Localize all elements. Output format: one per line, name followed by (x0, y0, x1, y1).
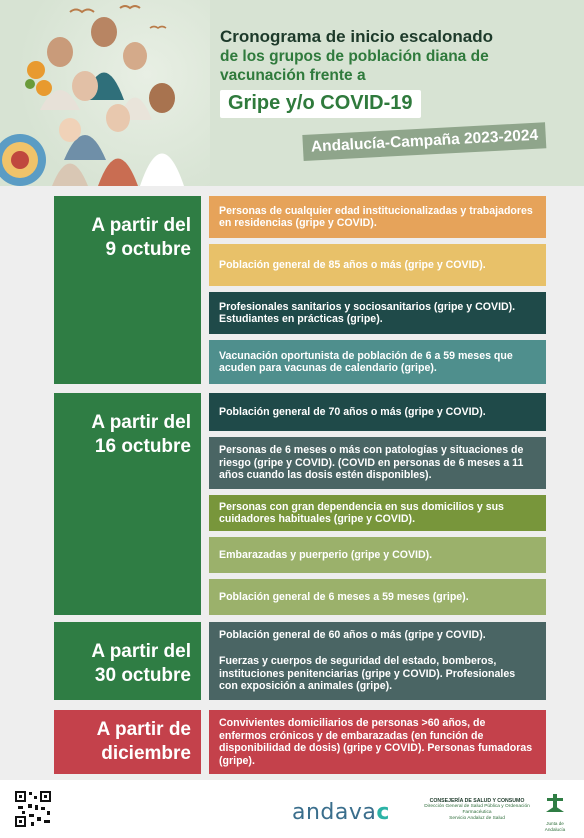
date-line1: A partir del (91, 641, 191, 662)
header-photo (0, 0, 210, 186)
list-item: Personas con gran dependencia en sus domicilios y sus cuidadores habituales (gripe y COVID). (209, 495, 546, 531)
junta-emblem-icon (544, 792, 566, 816)
list-item: Convivientes domiciliarios de personas >60 años, de enfermos crónicos y de embarazadas (en función de disponibilidad de dosis) (gripe y COVID). Personas fumadoras (gripe). (209, 710, 546, 774)
list-item: Población general de 70 años o más (gripe y COVID). (209, 393, 546, 431)
qr-code-icon[interactable] (14, 790, 52, 828)
list-item: Población general de 85 años o más (gripe y COVID). (209, 244, 546, 286)
list-item: Población general de 6 meses a 59 meses (gripe). (209, 579, 546, 615)
campaign-badge: Andalucía-Campaña 2023-2024 (302, 122, 546, 161)
date-box (54, 196, 201, 384)
date-box (54, 393, 201, 615)
date-line2: diciembre (101, 743, 191, 764)
list-item: Vacunación oportunista de población de 6 a 59 meses que acuden para vacunas de calendario (gripe). (209, 340, 546, 384)
date-line2: 16 octubre (94, 436, 191, 457)
schedule-group-9-octubre (54, 196, 546, 384)
list-item: Embarazadas y puerperio (gripe y COVID). (209, 537, 546, 573)
people-illustration (0, 0, 210, 186)
schedule-group-30-octubre (54, 622, 546, 700)
schedule-group-16-octubre (54, 393, 546, 615)
page-subtitle-line2: vacunación frente a (220, 67, 366, 84)
date-box (54, 622, 201, 700)
list-item: Personas de cualquier edad institucionalizadas y trabajadores en residencias (gripe y COVID). (209, 196, 546, 238)
title-block (220, 26, 570, 118)
consejeria-logo: CONSEJERÍA DE SALUD Y CONSUMO Dirección General de Salud Pública y Ordenación Farmacéutica Servicio Andaluz de Salud (424, 798, 530, 821)
date-line1: A partir del (91, 215, 191, 236)
junta-logo: Junta de Andalucía (538, 792, 572, 832)
date-line1: A partir de (96, 719, 191, 740)
page-title: Cronograma de inicio escalonado (220, 27, 494, 46)
header-banner (0, 0, 584, 186)
page-subtitle-line1: de los grupos de población diana de (220, 48, 489, 65)
date-line2: 9 octubre (105, 239, 191, 260)
list-item: Personas de 6 meses o más con patologías y situaciones de riesgo (gripe y COVID). (COVID en personas de 6 meses a 11 años cuando las dosis estén disponibles). (209, 437, 546, 489)
schedule-group-diciembre (54, 710, 546, 774)
footer (0, 780, 584, 838)
list-item: Fuerzas y cuerpos de seguridad del estado, bomberos, instituciones penitenciarias (gripe y COVID). Profesionales con exposición a animales (gripe). (209, 648, 546, 700)
list-item: Población general de 60 años o más (gripe y COVID). (209, 622, 546, 648)
list-item: Profesionales sanitarios y sociosanitarios (gripe y COVID). Estudiantes en prácticas (gripe). (209, 292, 546, 334)
andavac-logo: andavac (292, 800, 390, 825)
title-highlight: Gripe y/o COVID-19 (220, 90, 421, 118)
date-box (54, 710, 201, 774)
date-line1: A partir del (91, 412, 191, 433)
date-line2: 30 octubre (94, 665, 191, 686)
schedule-content (0, 186, 584, 780)
